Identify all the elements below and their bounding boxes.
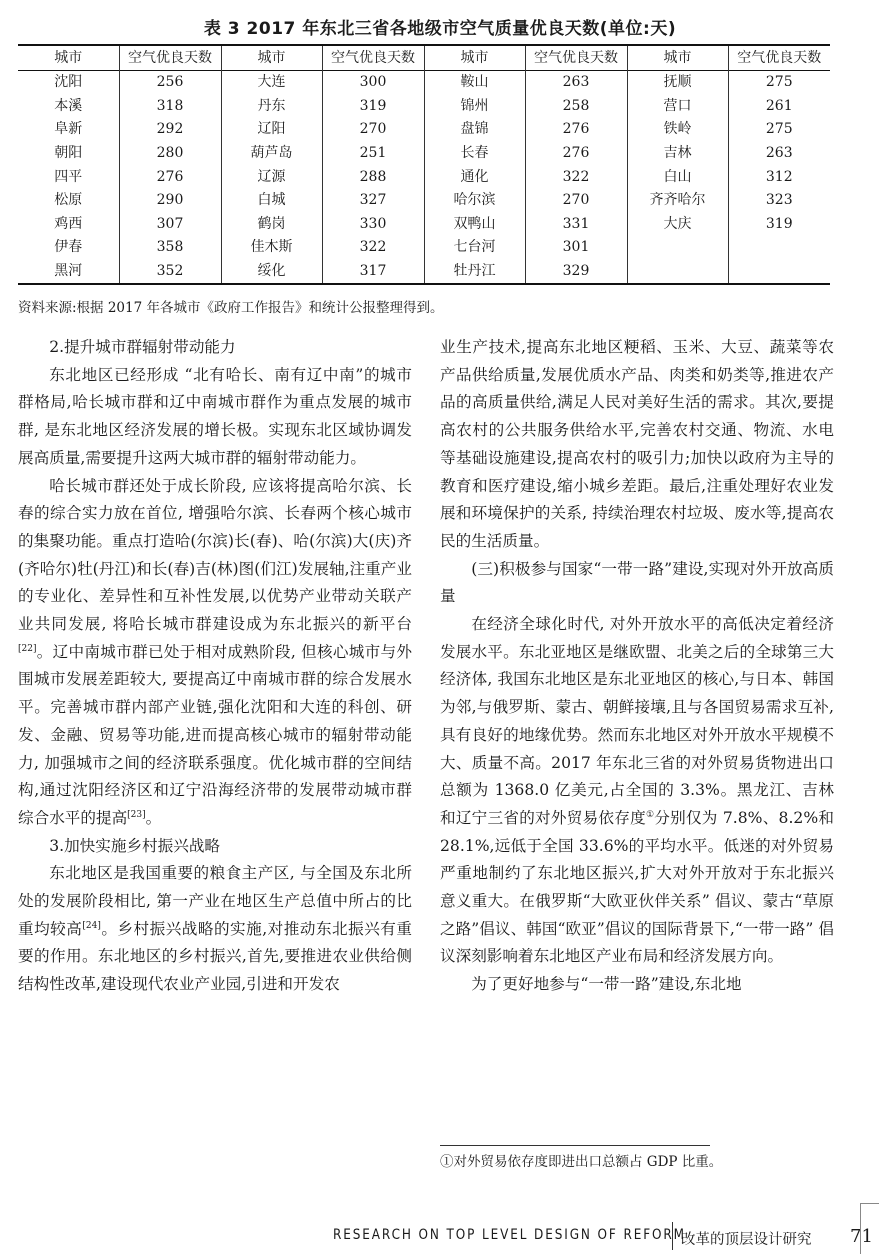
days-cell: 275	[728, 118, 830, 142]
footer-divider	[672, 1222, 673, 1250]
city-cell: 本溪	[54, 97, 83, 114]
footnote: ①对外贸易依存度即进出口总额占 GDP 比重。	[440, 1154, 723, 1170]
paragraph	[440, 611, 834, 971]
paragraph	[18, 473, 412, 833]
table-body	[18, 70, 830, 284]
section-heading: 3.加快实施乡村振兴战略	[49, 836, 221, 855]
column-header-days: 空气优良天数	[728, 45, 830, 70]
citation-ref: [22]	[18, 643, 37, 654]
column-header-city: 城市	[221, 45, 322, 70]
page-number: 71	[850, 1226, 873, 1247]
footnote-mark: ①	[645, 809, 655, 820]
city-cell: 丹东	[221, 94, 322, 118]
journal-name-english: RESEARCH ON TOP LEVEL DESIGN OF REFORM	[333, 1227, 686, 1243]
days-cell: 251	[322, 141, 424, 165]
days-cell: 318	[119, 94, 221, 118]
paragraph-text: 。乡村振兴战略的实施,对推动东北振兴有重要的作用。东北地区的乡村振兴,首先,要推进农业供给侧结构性改革,建设现代农业产业园,引进和开发农	[18, 919, 412, 994]
city-cell: 长春	[424, 141, 525, 165]
city-cell: 哈尔滨	[424, 189, 525, 213]
paragraph: 为了更好地参与“一带一路”建设,东北地	[471, 975, 742, 994]
air-quality-table	[18, 44, 830, 285]
days-cell: 276	[525, 118, 627, 142]
city-cell: 辽阳	[221, 118, 322, 142]
paragraph-text: 。	[145, 808, 162, 827]
days-cell: 270	[525, 189, 627, 213]
section-heading: (三)积极参与国家“一带一路”建设,实现对外开放高质量	[440, 559, 834, 606]
table-row	[18, 165, 830, 189]
paragraph	[18, 860, 412, 999]
corner-mark	[860, 1203, 879, 1254]
paragraph-text: 分别仅为 7.8%、8.2%和 28.1%,远低于全国 33.6%的平均水平。低迷的对外贸易严重地制约了东北地区振兴,扩大对外开放对于东北振兴意义重大。在俄罗斯“大欧亚伙伴关系” 倡议、蒙古“草原之路”倡议、韩国“欧亚”倡议的国际背景下,“一带一路” 倡议深刻影响着东北地区产业布局和经济发展方向。	[440, 808, 834, 966]
column-header-days: 空气优良天数	[525, 45, 627, 70]
city-cell: 营口	[627, 94, 728, 118]
journal-name-chinese: 改革的顶层设计研究	[681, 1232, 812, 1248]
days-cell: 317	[322, 259, 424, 284]
city-cell: 佳木斯	[221, 236, 322, 260]
city-cell: 双鸭山	[424, 212, 525, 236]
days-cell: 331	[525, 212, 627, 236]
city-cell: 大连	[221, 70, 322, 94]
city-cell: 阜新	[54, 121, 83, 138]
days-cell: 319	[728, 212, 830, 236]
city-cell	[627, 236, 728, 260]
days-cell: 292	[119, 118, 221, 142]
paragraph-text: 。辽中南城市群已处于相对成熟阶段, 但核心城市与外围城市发展差距较大, 要提高辽中南城市群的综合发展水平。完善城市群内部产业链,强化沈阳和大连的科创、研发、金融、贸易等功能,进而提高核心城市的辐射带动能力, 加强城市之间的经济联系强度。优化城市群的空间结构,通过沈阳经济区和辽宁沿海经济带的发展带动城市群综合水平的提高	[18, 642, 412, 827]
days-cell: 319	[322, 94, 424, 118]
days-cell: 280	[119, 141, 221, 165]
left-column	[18, 334, 412, 999]
days-cell: 288	[322, 165, 424, 189]
days-cell: 330	[322, 212, 424, 236]
city-cell: 白城	[221, 189, 322, 213]
days-cell: 256	[119, 70, 221, 94]
days-cell: 301	[525, 236, 627, 260]
city-cell: 鸡西	[54, 215, 83, 232]
days-cell: 270	[322, 118, 424, 142]
city-cell: 牡丹江	[424, 259, 525, 284]
days-cell: 307	[119, 212, 221, 236]
footnote-divider	[440, 1145, 710, 1146]
days-cell	[728, 236, 830, 260]
city-cell	[627, 259, 728, 284]
paragraph-text: 在经济全球化时代, 对外开放水平的高低决定着经济发展水平。东北亚地区是继欧盟、北美之后的全球第三大经济体, 我国东北地区是东北亚地区的核心,与日本、韩国为邻,与俄罗斯、蒙古、朝鲜接壤,且与各国贸易需求互补,具有良好的地缘优势。然而东北地区对外开放水平规模不大、质量不高。2017 年东北三省的对外贸易货物进出口总额为 1368.0 亿美元,占全国的 3.3%。黑龙江、吉林和辽宁三省的对外贸易依存度	[440, 615, 834, 827]
section-heading: 2.提升城市群辐射带动能力	[49, 338, 236, 356]
table-row	[18, 189, 830, 213]
days-cell: 358	[119, 236, 221, 260]
city-cell: 辽源	[221, 165, 322, 189]
days-cell: 329	[525, 259, 627, 284]
days-cell: 312	[728, 165, 830, 189]
days-cell: 322	[322, 236, 424, 260]
citation-ref: [24]	[82, 920, 101, 931]
city-cell: 松原	[54, 192, 83, 209]
days-cell: 290	[119, 189, 221, 213]
city-cell: 沈阳	[54, 74, 83, 91]
city-cell: 四平	[54, 168, 83, 185]
city-cell: 抚顺	[627, 70, 728, 94]
days-cell: 352	[119, 259, 221, 284]
days-cell: 261	[728, 94, 830, 118]
days-cell: 258	[525, 94, 627, 118]
table-row	[18, 259, 830, 284]
days-cell: 276	[119, 165, 221, 189]
column-header-city: 城市	[627, 45, 728, 70]
city-cell: 葫芦岛	[221, 141, 322, 165]
days-cell: 263	[728, 141, 830, 165]
city-cell: 七台河	[424, 236, 525, 260]
days-cell: 300	[322, 70, 424, 94]
days-cell: 263	[525, 70, 627, 94]
city-cell: 大庆	[627, 212, 728, 236]
citation-ref: [23]	[127, 809, 146, 820]
column-header-city: 城市	[54, 49, 83, 66]
city-cell: 齐齐哈尔	[627, 189, 728, 213]
table-source-note: 资料来源:根据 2017 年各城市《政府工作报告》和统计公报整理得到。	[18, 300, 444, 316]
right-column	[440, 334, 834, 999]
city-cell: 盘锦	[424, 118, 525, 142]
table-title: 表 3 2017 年东北三省各地级市空气质量优良天数(单位:天)	[203, 19, 677, 39]
city-cell: 锦州	[424, 94, 525, 118]
city-cell: 黑河	[54, 262, 83, 279]
table-row	[18, 94, 830, 118]
days-cell	[728, 259, 830, 284]
table-row	[18, 70, 830, 94]
table-row	[18, 236, 830, 260]
city-cell: 绥化	[221, 259, 322, 284]
paragraph-text: 东北地区是我国重要的粮食主产区, 与全国及东北所处的发展阶段相比, 第一产业在地区生产总值中所占的比重均较高	[18, 864, 412, 938]
city-cell: 通化	[424, 165, 525, 189]
city-cell: 鹤岗	[221, 212, 322, 236]
column-header-days: 空气优良天数	[322, 45, 424, 70]
table-row	[18, 141, 830, 165]
days-cell: 276	[525, 141, 627, 165]
city-cell: 铁岭	[627, 118, 728, 142]
days-cell: 322	[525, 165, 627, 189]
days-cell: 327	[322, 189, 424, 213]
city-cell: 白山	[627, 165, 728, 189]
paragraph: 业生产技术,提高东北地区粳稻、玉米、大豆、蔬菜等农产品供给质量,发展优质水产品、肉类和奶类等,推进农产品的高质量供给,满足人民对美好生活的需求。其次,要提高农村的公共服务供给水平,完善农村交通、物流、水电等基础设施建设,提高农村的吸引力;加快以政府为主导的教育和医疗建设,缩小城乡差距。最后,注重处理好农业发展和环境保护的关系, 持续治理农村垃圾、废水等,提高农民的生活质量。	[440, 338, 834, 550]
city-cell: 朝阳	[54, 144, 83, 161]
days-cell: 323	[728, 189, 830, 213]
city-cell: 吉林	[627, 141, 728, 165]
table-row	[18, 212, 830, 236]
paragraph-text: 哈长城市群还处于成长阶段, 应该将提高哈尔滨、长春的综合实力放在首位, 增强哈尔滨、长春两个核心城市的集聚功能。重点打造哈(尔滨)长(春)、哈(尔滨)大(庆)齐(齐哈尔)牡(丹江)和长(春)吉(林)图(们江)发展轴,注重产业的专业化、差异性和互补性发展,以优势产业带动关联产业共同发展, 将哈长城市群建设成为东北振兴的新平台	[18, 476, 412, 634]
column-header-city: 城市	[424, 45, 525, 70]
city-cell: 鞍山	[424, 70, 525, 94]
table-header	[18, 45, 830, 70]
table-row	[18, 118, 830, 142]
paragraph: 东北地区已经形成 “北有哈长、南有辽中南”的城市群格局,哈长城市群和辽中南城市群作为重点发展的城市群, 是东北地区经济发展的增长极。实现东北区域协调发展高质量,需要提升这两大城市群的辐射带动能力。	[18, 365, 412, 467]
days-cell: 275	[728, 70, 830, 94]
column-header-days: 空气优良天数	[119, 45, 221, 70]
city-cell: 伊春	[54, 239, 83, 256]
